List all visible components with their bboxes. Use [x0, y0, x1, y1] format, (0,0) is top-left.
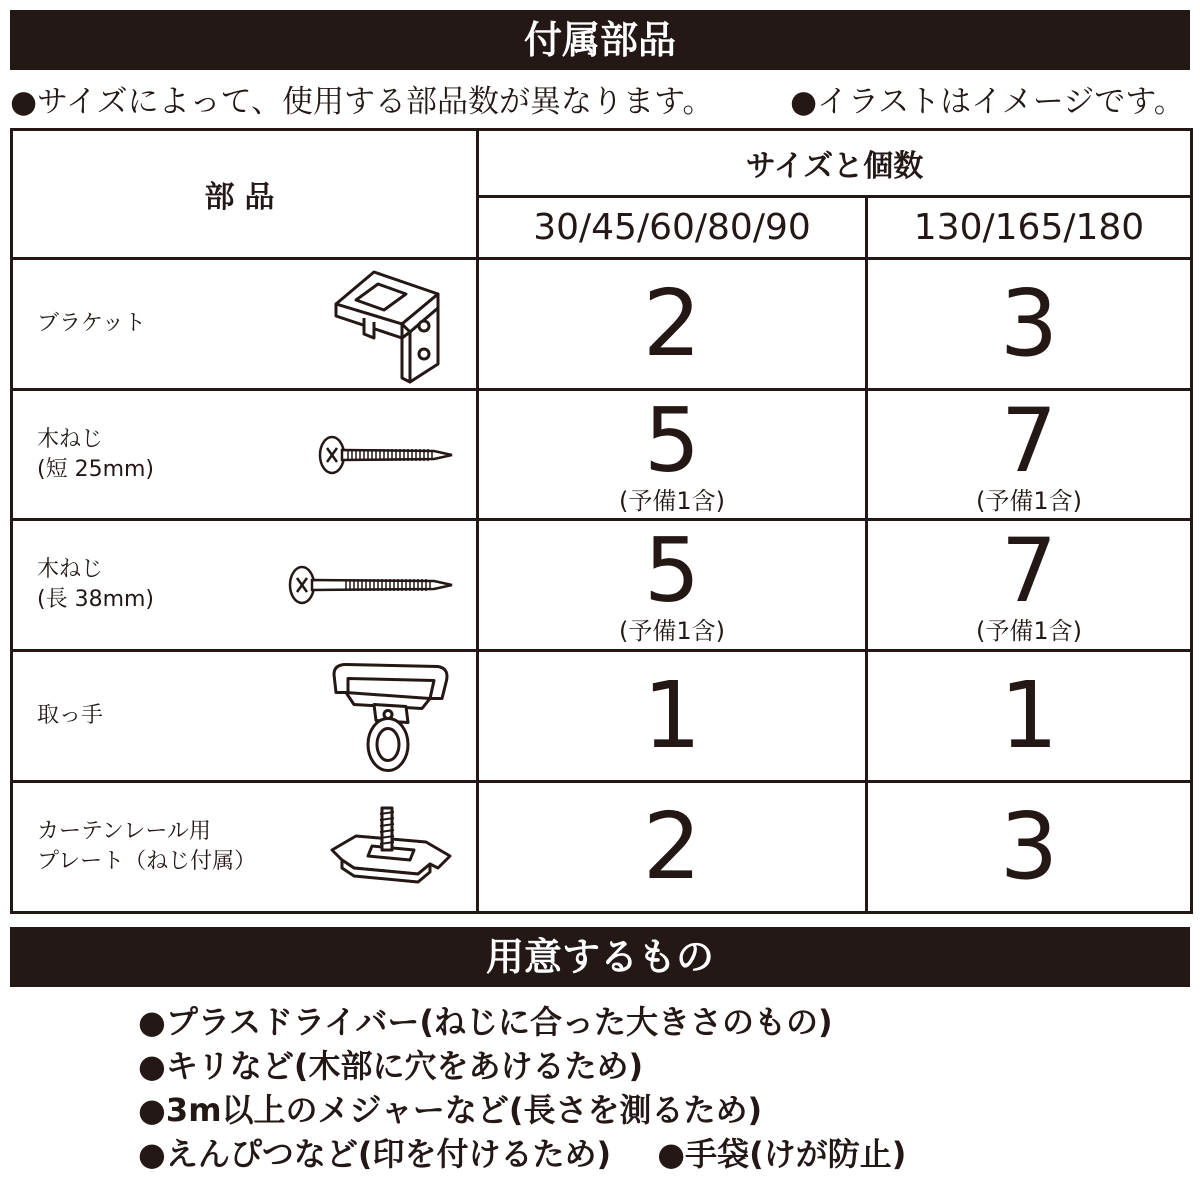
qty-large [867, 651, 1192, 782]
qty-note: (予備1含) [619, 617, 725, 646]
part-name: 木ねじ (短 25mm) [37, 426, 155, 482]
part-cell [12, 651, 478, 782]
note-part-count: ●サイズによって、使用する部品数が異なります。 [10, 84, 714, 120]
qty-large [867, 520, 1192, 651]
notes [10, 78, 1190, 126]
col-header-size: サイズと個数 [478, 130, 1192, 197]
prepare-header: 用意するもの [10, 927, 1190, 987]
qty-value: 5 [644, 388, 700, 492]
part-cell [12, 520, 478, 651]
qty-small [478, 258, 867, 389]
part-name: 木ねじ (長 38mm) [37, 557, 155, 613]
table-row [12, 520, 1192, 651]
list-item: ●3m以上のメジャーなど(長さを測るため) [138, 1091, 763, 1129]
part-name: 取っ手 [37, 703, 104, 729]
qty-value: 2 [642, 269, 702, 377]
part-name: カーテンレール用 プレート（ねじ付属） [37, 819, 257, 875]
list-item: ●えんぴつなど(印を付けるため) ●手袋(けが防止) [138, 1135, 907, 1173]
qty-note: (予備1含) [619, 486, 725, 515]
list-item: ●プラスドライバー(ねじに合った大きさのもの) [138, 1003, 833, 1041]
qty-value: 7 [1001, 388, 1057, 492]
qty-small [478, 651, 867, 782]
col-header-parts: 部品 [12, 130, 478, 259]
part-cell [12, 389, 478, 520]
prepare-list [138, 1000, 1188, 1176]
qty-small [478, 782, 867, 913]
note-illustration: ●イラストはイメージです。 [790, 84, 1185, 120]
table-row [12, 651, 1192, 782]
list-item-extra: ●手袋(けが防止) [657, 1135, 907, 1173]
table-row [12, 782, 1192, 913]
parts-header: 付属部品 [10, 10, 1190, 70]
qty-note: (予備1含) [976, 486, 1082, 515]
qty-large [867, 389, 1192, 520]
table-row [12, 258, 1192, 389]
list-item: ●キリなど(木部に穴をあけるため) [138, 1047, 644, 1085]
qty-value: 2 [642, 793, 702, 901]
qty-small [478, 520, 867, 651]
handle-icon [326, 659, 456, 774]
size-range-large: 130/165/180 [867, 197, 1192, 258]
size-range-small: 30/45/60/80/90 [478, 197, 867, 258]
qty-value: 3 [999, 793, 1059, 901]
part-cell [12, 258, 478, 389]
table-row [12, 389, 1192, 520]
qty-value: 3 [999, 269, 1059, 377]
part-name: ブラケット [37, 310, 146, 336]
qty-value: 1 [999, 662, 1059, 770]
qty-large [867, 258, 1192, 389]
qty-note: (予備1含) [976, 617, 1082, 646]
qty-small [478, 389, 867, 520]
qty-value: 1 [642, 662, 702, 770]
qty-value: 5 [644, 519, 700, 623]
short-screw-icon [316, 430, 456, 480]
qty-large [867, 782, 1192, 913]
rail-plate-icon [326, 802, 456, 892]
bracket-icon [326, 264, 456, 384]
long-screw-icon [286, 560, 456, 610]
qty-value: 7 [1001, 519, 1057, 623]
parts-table [10, 128, 1193, 914]
part-cell [12, 782, 478, 913]
